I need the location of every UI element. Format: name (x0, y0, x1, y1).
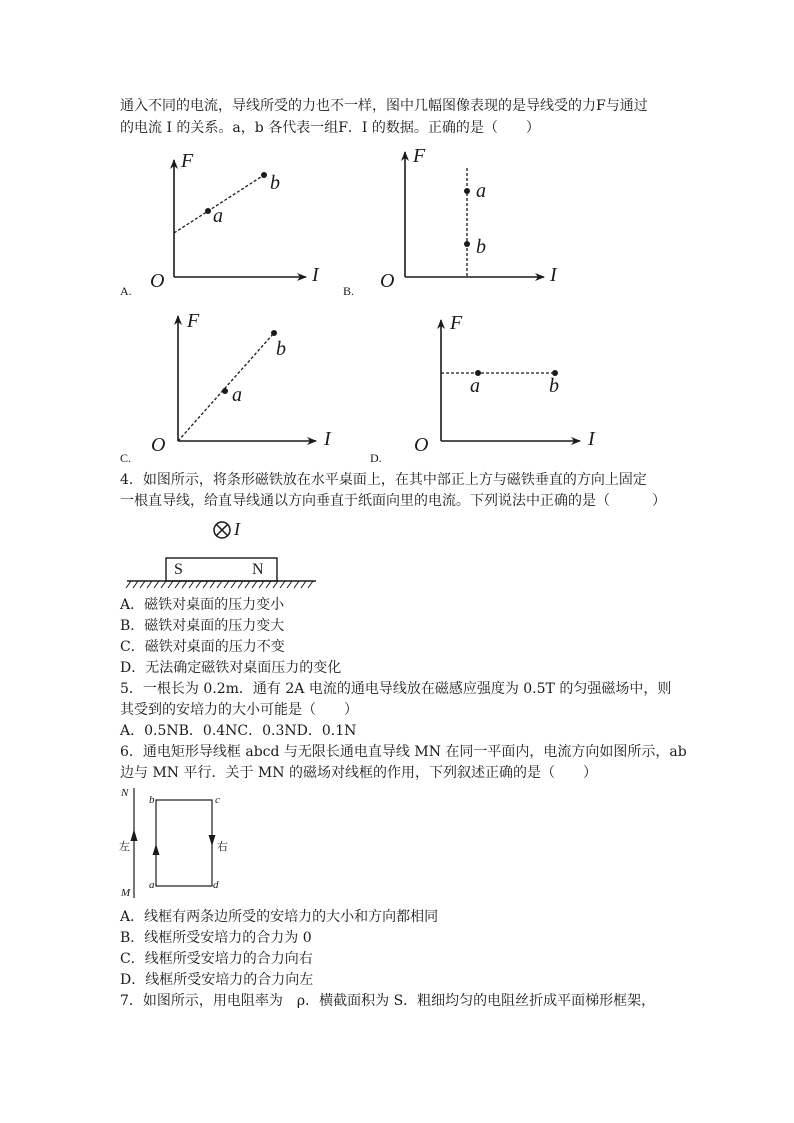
q6-option-c: C．线框所受安培力的合力向右 (120, 951, 313, 967)
graph-c-origin-label: O (151, 434, 166, 456)
graph-a-point-b-label: b (270, 172, 280, 194)
q4-option-d: D．无法确定磁铁对桌面压力的变化 (120, 660, 342, 676)
label-right: 右 (217, 841, 228, 853)
label-b: b (149, 794, 155, 806)
q3-line-1: 通入不同的电流，导线所受的力也不一样，图中几幅图像表现的是导线受的力F与通过 (120, 98, 648, 114)
q7-line-1: 7．如图所示，用电阻率为 ρ．横截面积为 S．粗细均匀的电阻丝折成平面梯形框架， (120, 993, 656, 1009)
magnet-pole-n: N (252, 561, 264, 578)
option-c-label: C. (120, 451, 132, 465)
graph-c-point-a-label: a (232, 384, 242, 406)
q5-options: A．0.5NB．0.4NC．0.3ND．0.1N (120, 723, 357, 739)
q4-option-b: B．磁铁对桌面的压力变大 (120, 618, 285, 634)
q6-option-a: A．线框有两条边所受的安培力的大小和方向都相同 (120, 909, 439, 925)
label-d: d (213, 879, 219, 891)
q3-line-2: 的电流 I 的关系。a，b 各代表一组F．I 的数据。正确的是（ ） (120, 120, 540, 136)
frame-arrow-down (209, 835, 216, 846)
graph-a-point-a-label: a (213, 205, 223, 227)
graph-a-f-label: F (181, 150, 194, 172)
q4-line-2: 一根直导线，给直导线通以方向垂直于纸面向里的电流。下列说法中正确的是（ ） (120, 493, 666, 509)
graph-d-i-label: I (588, 428, 595, 450)
q4-line-1: 4．如图所示，将条形磁铁放在水平桌面上，在其中部正上方与磁铁垂直的方向上固定 (120, 472, 647, 488)
current-label: I (234, 519, 240, 539)
graph-b-point-b-label: b (476, 236, 486, 258)
wire-mn-arrow (131, 829, 138, 841)
graph-c-point-b-label: b (276, 338, 286, 360)
graph-d-point-a-label: a (470, 375, 480, 397)
graph-a-i-label: I (312, 264, 319, 286)
label-n: N (121, 787, 129, 799)
q6-option-d: D．线框所受安培力的合力向左 (120, 972, 314, 988)
q4-option-c: C．磁铁对桌面的压力不变 (120, 639, 285, 655)
frame-arrow-up (153, 844, 160, 855)
q4-option-a: A．磁铁对桌面的压力变小 (120, 597, 285, 613)
graph-b-point-a-label: a (476, 180, 486, 202)
graph-c-i-label: I (324, 428, 331, 450)
q5-line-1: 5．一根长为 0.2m．通有 2A 电流的通电导线放在磁感应强度为 0.5T 的匀强磁场中，则 (120, 681, 672, 697)
label-a: a (149, 879, 155, 891)
q6-line-1: 6．通电矩形导线框 abcd 与无限长通电直导线 MN 在同一平面内，电流方向如图所示，ab (120, 744, 687, 760)
option-a-label: A. (120, 284, 132, 298)
rectangular-frame (156, 800, 212, 886)
option-d-label: D. (370, 451, 382, 465)
graph-b-i-label: I (550, 264, 557, 286)
label-c: c (215, 794, 220, 806)
option-b-label: B. (343, 284, 355, 298)
q6-option-b: B．线框所受安培力的合力为 0 (120, 930, 312, 946)
graph-d-point-b-label: b (549, 375, 559, 397)
graph-d-f-label: F (450, 312, 463, 334)
graph-b-f-label: F (413, 145, 426, 167)
graph-b-origin-label: O (380, 270, 395, 292)
graph-a-origin-label: O (150, 270, 165, 292)
graph-c-f-label: F (187, 310, 200, 332)
graph-d-origin-label: O (414, 434, 429, 456)
label-m: M (121, 887, 131, 899)
q5-line-2: 其受到的安培力的大小可能是（ ） (120, 702, 358, 718)
magnet-pole-s: S (174, 561, 183, 578)
q6-line-2: 边与 MN 平行．关于 MN 的磁场对线框的作用，下列叙述正确的是（ ） (120, 765, 597, 781)
label-left: 左 (119, 841, 130, 853)
